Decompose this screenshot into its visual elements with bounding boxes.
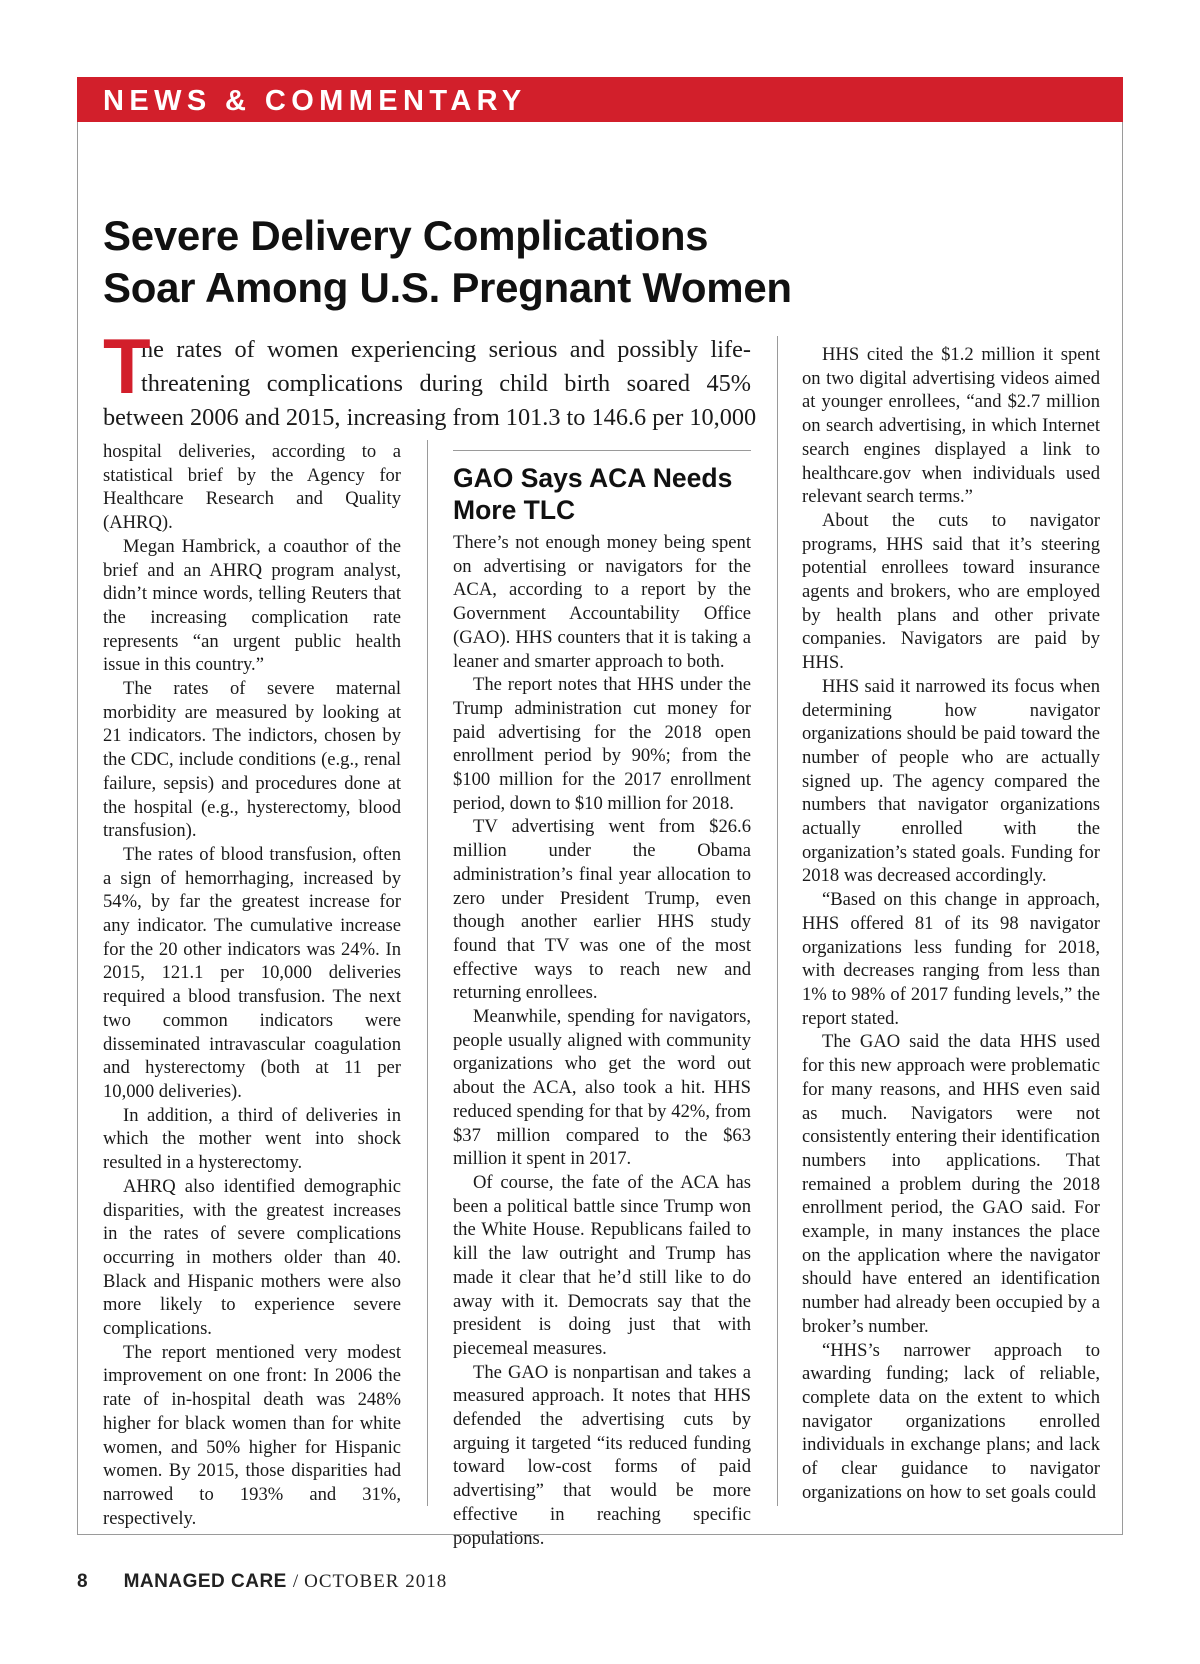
column-divider-2 [777,336,778,1506]
paragraph: Meanwhile, spending for navigators, people usually aligned with community organizations who get the word out about the ACA, also took a hit. HHS reduced spending for that by 42%, from $37 million compared to the $63 million it spent in 2017. [453,1006,751,1170]
sidebar-headline: GAO Says ACA Needs More TLC [453,463,733,525]
paragraph: AHRQ also identified demographic disparities, with the greatest increases in the rates of severe complications occurring in mothers older than 40. Black and Hispanic mothers were also more likely to experience severe complications. [103,1175,401,1340]
paragraph: The report notes that HHS under the Trump administration cut money for paid advertising for the 2018 open enrollment period by 90%; from the $100 million for the 2017 enrollment period, down to $10 million for 2018. [453,674,751,814]
paragraph: “Based on this change in approach, HHS offered 81 of its 98 navigator organizations less funding for 2018, with decreases ranging from less than 1% to 98% of 2017 funding levels,” the report stated. [802,889,1100,1029]
section-label: NEWS & COMMENTARY [103,85,527,117]
paragraph: hospital deliveries, according to a statistical brief by the Agency for Healthcare Research and Quality (AHRQ). [103,441,401,534]
article-headline [103,210,1003,314]
section-banner [77,77,1123,122]
paragraph: Megan Hambrick, a coauthor of the brief and an AHRQ program analyst, didn’t mince words, telling Reuters that the increasing complication rate represents “an urgent public health issue in this country.” [103,535,401,676]
lede-paragraph [103,322,757,435]
paragraph: The report mentioned very modest improvement on one front: In 2006 the rate of in-hospital death was 248% higher for black women than for white women, and 50% higher for Hispanic women. By 2015, those disparities had narrowed to 193% and 31%, respectively. [103,1341,401,1529]
paragraph: “HHS’s narrower approach to awarding funding; lack of reliable, complete data on the extent to which navigator organizations enrolled individuals in exchange plans; and lack of clear guidance to navigator organizations on how to set goals could [802,1339,1100,1503]
drop-cap: T [103,322,151,410]
paragraph: About the cuts to navigator programs, HHS said that it’s steering potential enrollees toward insurance agents and brokers, who are employed by health plans and other private companies. Navigators are paid by HHS. [802,509,1100,674]
paragraph: The GAO is nonpartisan and takes a measured approach. It notes that HHS defended the advertising cuts by arguing it targeted “its reduced funding toward low-cost forms of paid advertising” that would be more effective in reaching specific populations. [453,1361,751,1549]
paragraph: HHS said it narrowed its focus when determining how navigator organizations should be paid toward the number of people who are actually signed up. The agency compared the numbers that navigator organizations actually enrolled with the organization’s stated goals. Funding for 2018 was decreased accordingly. [802,675,1100,887]
magazine-name: MANAGED CARE [123,1571,287,1592]
paragraph: HHS cited the $1.2 million it spent on two digital advertising videos aimed at younger enrollees, “and $2.7 million on search advertising, in which Internet search engines displayed a link to healthcare.gov when individuals used relevant search terms.” [802,344,1100,508]
paragraph: TV advertising went from $26.6 million under the Obama administration’s final year allocation to zero under President Trump, even though another earlier HHS study found that TV was one of the most effective ways to reach new and returning enrollees. [453,816,751,1004]
sidebar-column-continued [802,343,1100,1504]
page-number: 8 [77,1571,88,1592]
paragraph: Of course, the fate of the ACA has been a political battle since Trump won the White House. Republicans failed to kill the law outright and Trump has made it clear that he’d still like to do away with it. Democrats say that the president is doing just that with piecemeal measures. [453,1171,751,1359]
sidebar-column [453,531,751,1550]
paragraph: The GAO said the data HHS used for this new approach were problematic for many reasons, and HHS even said as much. Navigators were not consistently entering their identification numbers into applications. That remained a problem during the 2018 enrollment period, the GAO said. For example, in many instances the place on the application where the navigator should have entered an identification number had already been occupied by a broker’s number. [802,1031,1100,1337]
paragraph: The rates of blood transfusion, often a sign of hemorrhaging, increased by 54%, by far the greatest increase for any indicator. The cumulative increase for the 20 other indicators was 24%. In 2015, 121.1 per 10,000 deliveries required a blood transfusion. The next two common indicators were disseminated intravascular coagulation and hysterectomy (both at 11 per 10,000 deliveries). [103,843,401,1102]
article-column-1 [103,440,401,1530]
paragraph: In addition, a third of deliveries in which the mother went into shock resulted in a hysterectomy. [103,1104,401,1174]
column-divider-1 [427,440,428,1506]
lede-line-2: threatening complications during child birth soared 45% [141,370,751,397]
paragraph: The rates of severe maternal morbidity are measured by looking at 21 indicators. The indictors, chosen by the CDC, include conditions (e.g., renal failure, sepsis) and procedures done at the hospital (e.g., hysterectomy, blood transfusion). [103,678,401,842]
paragraph: There’s not enough money being spent on advertising or navigators for the ACA, according to a report by the Government Accountability Office (GAO). HHS counters that it is taking a leaner and smarter approach to both. [453,532,751,672]
issue-date: OCTOBER 2018 [304,1571,448,1592]
lede-line-1: he rates of women experiencing serious and possibly life- [141,336,751,363]
headline-line-2: Soar Among U.S. Pregnant Women [103,264,792,311]
page-footer [77,1570,447,1594]
lede-line-3: between 2006 and 2015, increasing from 101.3 to 146.6 per 10,000 [103,404,757,431]
headline-line-1: Severe Delivery Complications [103,212,709,259]
footer-separator: / [292,1571,299,1592]
sidebar-top-rule [453,450,751,451]
